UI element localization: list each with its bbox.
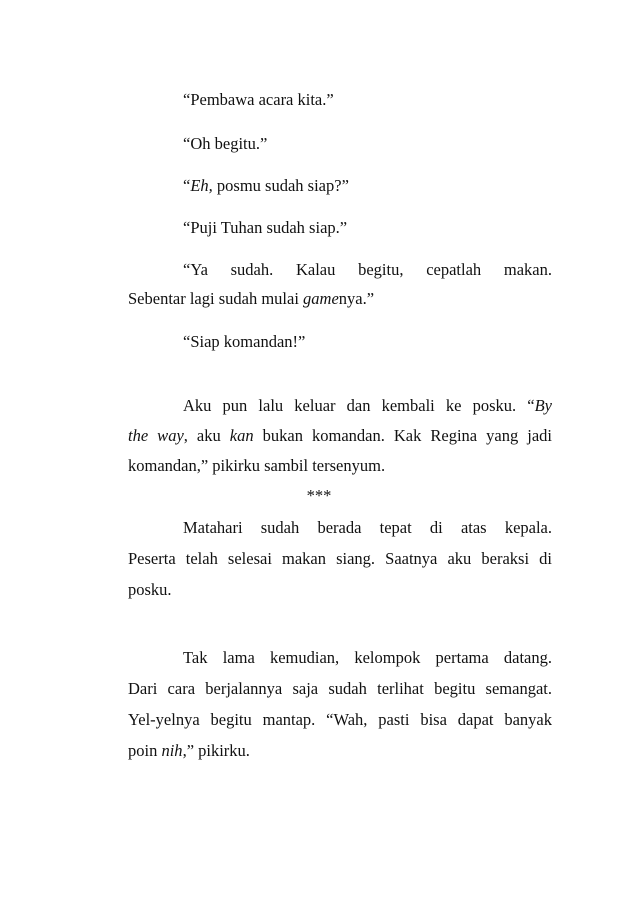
dialogue-line: “Siap komandan!” [183, 332, 306, 351]
paragraph-line: Peserta telah selesai makan siang. Saatnya aku beraksi di [128, 549, 552, 568]
dialogue-line: “Pembawa acara kita.” [183, 90, 334, 109]
scene-separator: *** [306, 486, 332, 505]
paragraph-line: Matahari sudah berada tepat di atas kepala. [183, 518, 552, 537]
paragraph-line: komandan,” pikirku sambil tersenyum. [128, 456, 386, 475]
dialogue-line-continuation: Sebentar lagi sudah mulai gamenya.” [128, 289, 375, 308]
paragraph-line: Dari cara berjalannya saja sudah terlihat begitu semangat. [128, 679, 552, 698]
paragraph-line: posku. [128, 580, 172, 599]
dialogue-line: “Oh begitu.” [183, 134, 268, 153]
paragraph-line: Tak lama kemudian, kelompok pertama datang. [183, 648, 552, 667]
paragraph-line: Aku pun lalu keluar dan kembali ke posku. “By [183, 396, 552, 415]
paragraph-line: Yel-yelnya begitu mantap. “Wah, pasti bisa dapat banyak [128, 710, 552, 729]
paragraph-line: poin nih,” pikirku. [128, 741, 250, 760]
dialogue-line: “Eh, posmu sudah siap?” [183, 176, 349, 195]
dialogue-line: “Puji Tuhan sudah siap.” [183, 218, 348, 237]
paragraph-line: the way, aku kan bukan komandan. Kak Regina yang jadi [128, 426, 552, 445]
dialogue-line: “Ya sudah. Kalau begitu, cepatlah makan. [183, 260, 552, 279]
